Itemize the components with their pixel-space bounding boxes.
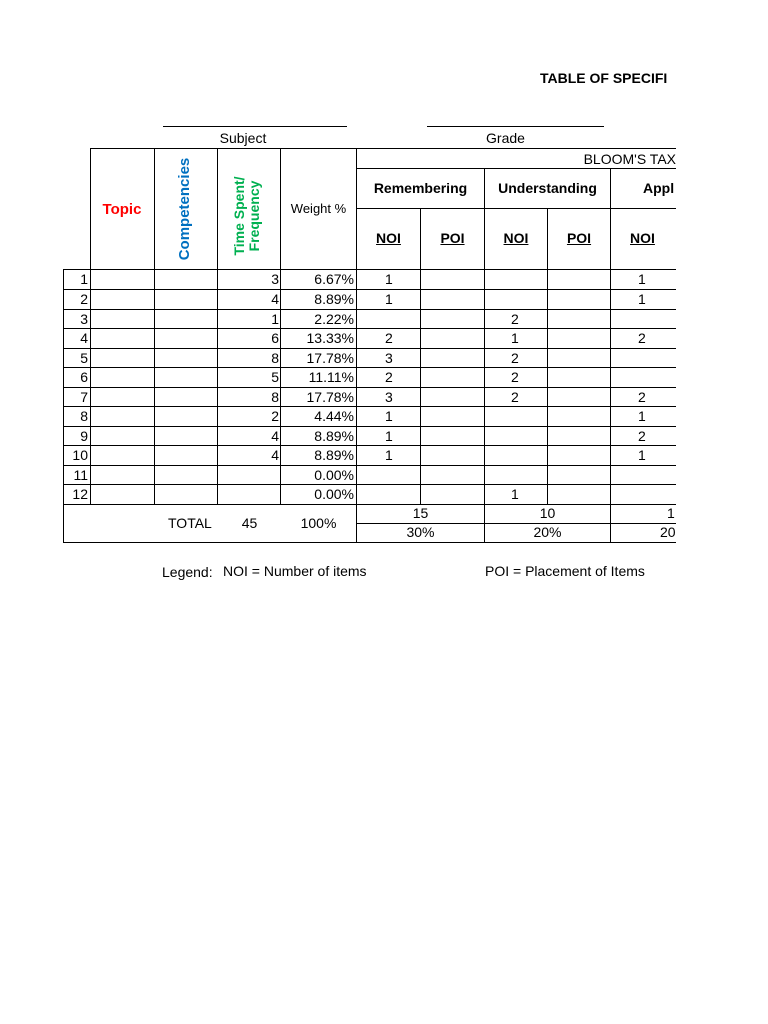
row-remembering-noi: 3 bbox=[385, 389, 393, 405]
grid-vline bbox=[547, 208, 548, 504]
grid-vline bbox=[610, 168, 611, 542]
subject-underline bbox=[163, 126, 347, 127]
row-remembering-noi: 1 bbox=[385, 428, 393, 444]
row-understanding-noi: 2 bbox=[511, 389, 519, 405]
row-understanding-noi: 2 bbox=[511, 369, 519, 385]
row-line bbox=[63, 367, 676, 368]
row-weight: 17.78% bbox=[306, 389, 354, 405]
row-weight: 6.67% bbox=[314, 271, 354, 287]
row-weight: 0.00% bbox=[314, 467, 354, 483]
total-weight: 100% bbox=[300, 515, 337, 531]
time-spent-header bbox=[232, 156, 266, 276]
page-title: TABLE OF SPECIFI bbox=[540, 70, 668, 86]
row-number: 6 bbox=[80, 369, 88, 385]
grid-vline bbox=[420, 208, 421, 504]
row-remembering-noi: 1 bbox=[385, 447, 393, 463]
row-remembering-noi: 3 bbox=[385, 350, 393, 366]
row-understanding-noi: 2 bbox=[511, 350, 519, 366]
row-applying-noi: 2 bbox=[638, 389, 646, 405]
total-label: TOTAL bbox=[168, 515, 212, 531]
row-line bbox=[63, 426, 676, 427]
row-weight: 4.44% bbox=[314, 408, 354, 424]
grid-vline bbox=[356, 148, 357, 542]
row-time-spent: 2 bbox=[271, 408, 279, 424]
understanding-noi-header: NOI bbox=[503, 230, 529, 246]
remembering-poi-header: POI bbox=[440, 230, 465, 246]
level-line bbox=[357, 208, 676, 209]
row-time-spent: 1 bbox=[271, 311, 279, 327]
remembering-total-count: 15 bbox=[412, 505, 429, 521]
row-time-spent: 3 bbox=[271, 271, 279, 287]
grade-label: Grade bbox=[486, 130, 525, 146]
row-line bbox=[63, 269, 676, 270]
row-time-spent: 4 bbox=[271, 447, 279, 463]
applying-noi-header: NOI bbox=[630, 230, 655, 246]
row-line bbox=[63, 289, 676, 290]
row-understanding-noi: 1 bbox=[511, 486, 519, 502]
applying-header: Appl bbox=[643, 180, 675, 196]
row-applying-noi: 1 bbox=[638, 408, 646, 424]
remembering-header: Remembering bbox=[373, 180, 468, 196]
row-weight: 8.89% bbox=[314, 428, 354, 444]
row-applying-noi: 2 bbox=[638, 330, 646, 346]
row-time-spent: 4 bbox=[271, 428, 279, 444]
row-time-spent: 4 bbox=[271, 291, 279, 307]
row-line bbox=[63, 387, 676, 388]
row-weight: 8.89% bbox=[314, 447, 354, 463]
row-remembering-noi: 1 bbox=[385, 271, 393, 287]
row-remembering-noi: 2 bbox=[385, 369, 393, 385]
competencies-header: Competencies bbox=[176, 157, 193, 261]
weight-header: Weight % bbox=[290, 201, 347, 216]
row-weight: 8.89% bbox=[314, 291, 354, 307]
topic-header: Topic bbox=[102, 201, 142, 218]
subject-label: Subject bbox=[219, 130, 267, 146]
row-weight: 17.78% bbox=[306, 350, 354, 366]
row-number: 4 bbox=[80, 330, 88, 346]
bottom-border bbox=[63, 542, 676, 543]
legend-noi: NOI = Number of items bbox=[223, 563, 367, 579]
row-weight: 13.33% bbox=[306, 330, 354, 346]
row-time-spent: 5 bbox=[271, 369, 279, 385]
grid-vline bbox=[154, 148, 155, 504]
remembering-total-percent: 30% bbox=[406, 524, 435, 540]
row-number: 3 bbox=[80, 311, 88, 327]
row-number: 9 bbox=[80, 428, 88, 444]
row-applying-noi: 1 bbox=[638, 271, 646, 287]
row-number: 2 bbox=[80, 291, 88, 307]
legend-label: Legend: bbox=[162, 564, 213, 580]
row-weight: 11.11% bbox=[308, 369, 354, 385]
legend-poi: POI = Placement of Items bbox=[485, 563, 645, 579]
row-remembering-noi: 1 bbox=[385, 408, 393, 424]
row-line bbox=[63, 445, 676, 446]
time-spent-header-line1: Time Spent/ bbox=[231, 176, 247, 256]
blooms-taxonomy-header: BLOOM'S TAX bbox=[583, 151, 676, 167]
grade-underline bbox=[427, 126, 604, 127]
row-applying-noi: 1 bbox=[638, 447, 646, 463]
row-line bbox=[63, 406, 676, 407]
row-number: 10 bbox=[72, 447, 88, 463]
row-remembering-noi: 1 bbox=[385, 291, 393, 307]
row-number: 11 bbox=[73, 467, 88, 483]
row-number: 1 bbox=[80, 271, 88, 287]
row-applying-noi: 2 bbox=[638, 428, 646, 444]
row-weight: 2.22% bbox=[314, 311, 354, 327]
row-understanding-noi: 2 bbox=[511, 311, 519, 327]
applying-total-count: 1 bbox=[667, 505, 675, 521]
row-time-spent: 8 bbox=[271, 389, 279, 405]
row-weight: 0.00% bbox=[314, 486, 354, 502]
time-spent-header-line2: Frequency bbox=[246, 180, 262, 252]
row-understanding-noi: 1 bbox=[511, 330, 519, 346]
row-remembering-noi: 2 bbox=[385, 330, 393, 346]
understanding-poi-header: POI bbox=[566, 230, 592, 246]
row-number: 12 bbox=[72, 486, 88, 502]
row-line bbox=[63, 309, 676, 310]
applying-total-percent: 20 bbox=[660, 524, 676, 540]
row-line bbox=[63, 328, 676, 329]
total-time: 45 bbox=[241, 515, 258, 531]
understanding-total-percent: 20% bbox=[533, 524, 562, 540]
row-number: 7 bbox=[80, 389, 88, 405]
row-time-spent: 8 bbox=[271, 350, 279, 366]
understanding-header: Understanding bbox=[498, 180, 597, 196]
remembering-noi-header: NOI bbox=[376, 230, 401, 246]
row-line bbox=[63, 348, 676, 349]
row-line bbox=[63, 484, 676, 485]
understanding-total-count: 10 bbox=[539, 505, 556, 521]
row-time-spent: 6 bbox=[271, 330, 279, 346]
row-applying-noi: 1 bbox=[638, 291, 646, 307]
row-line bbox=[63, 465, 676, 466]
grid-vline bbox=[484, 168, 485, 542]
row-number: 8 bbox=[80, 408, 88, 424]
row-number: 5 bbox=[80, 350, 88, 366]
